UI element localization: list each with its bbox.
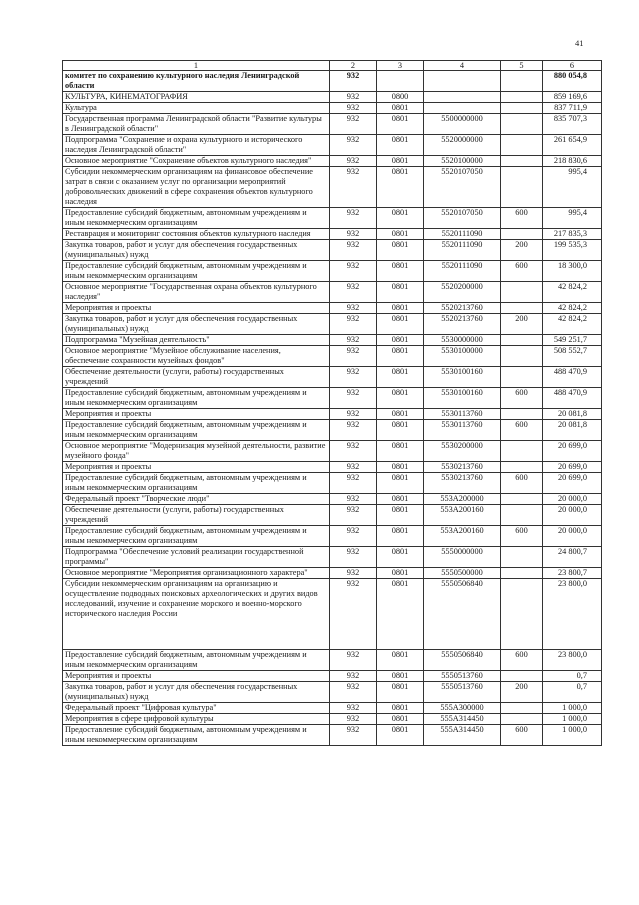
row-target-cell: 5520107050	[424, 167, 501, 208]
row-name-cell: Подпрограмма "Сохранение и охрана культурного и исторического наследия Ленинградской области"	[63, 135, 330, 156]
table-row	[63, 682, 602, 703]
row-code-cell: 932	[330, 703, 377, 714]
row-amount-cell: 20 699,0	[543, 441, 602, 462]
row-name-cell: Мероприятия и проекты	[63, 409, 330, 420]
row-name-cell: Основное мероприятие "Мероприятия организационного характера"	[63, 568, 330, 579]
row-amount-cell: 835 707,3	[543, 114, 602, 135]
row-target-cell: 5530000000	[424, 335, 501, 346]
row-target-cell	[424, 103, 501, 114]
row-target-cell: 5550000000	[424, 547, 501, 568]
row-section-cell: 0801	[377, 156, 424, 167]
row-amount-cell: 995,4	[543, 208, 602, 229]
row-type-cell: 600	[501, 473, 543, 494]
row-amount-cell: 42 824,2	[543, 282, 602, 303]
row-amount-cell: 1 000,0	[543, 703, 602, 714]
row-type-cell: 200	[501, 682, 543, 703]
row-type-cell	[501, 579, 543, 650]
table-row	[63, 303, 602, 314]
row-code-cell: 932	[330, 462, 377, 473]
row-target-cell: 555A300000	[424, 703, 501, 714]
row-amount-cell: 42 824,2	[543, 303, 602, 314]
row-name-cell: Основное мероприятие "Государственная охрана объектов культурного наследия"	[63, 282, 330, 303]
row-target-cell: 5550500000	[424, 568, 501, 579]
row-type-cell	[501, 714, 543, 725]
row-amount-cell: 0,7	[543, 671, 602, 682]
row-type-cell	[501, 282, 543, 303]
table-row	[63, 409, 602, 420]
row-type-cell	[501, 505, 543, 526]
row-section-cell: 0801	[377, 388, 424, 409]
row-section-cell: 0801	[377, 367, 424, 388]
row-code-cell: 932	[330, 167, 377, 208]
header-cell: 4	[424, 61, 501, 71]
row-amount-cell: 488 470,9	[543, 367, 602, 388]
row-name-cell: Культура	[63, 103, 330, 114]
table-row	[63, 261, 602, 282]
row-type-cell	[501, 103, 543, 114]
row-type-cell	[501, 167, 543, 208]
row-amount-cell: 837 711,9	[543, 103, 602, 114]
row-target-cell: 5530213760	[424, 473, 501, 494]
row-name-cell: Подпрограмма "Музейная деятельность"	[63, 335, 330, 346]
row-type-cell	[501, 114, 543, 135]
row-amount-cell: 23 800,7	[543, 568, 602, 579]
row-section-cell: 0801	[377, 714, 424, 725]
row-code-cell: 932	[330, 346, 377, 367]
row-section-cell: 0801	[377, 303, 424, 314]
row-target-cell: 5520111090	[424, 229, 501, 240]
row-target-cell	[424, 71, 501, 92]
row-amount-cell: 1 000,0	[543, 725, 602, 746]
row-code-cell: 932	[330, 335, 377, 346]
row-name-cell: Мероприятия и проекты	[63, 303, 330, 314]
header-cell: 2	[330, 61, 377, 71]
row-section-cell: 0801	[377, 441, 424, 462]
row-code-cell: 932	[330, 303, 377, 314]
row-amount-cell: 42 824,2	[543, 314, 602, 335]
row-section-cell: 0801	[377, 420, 424, 441]
row-section-cell: 0801	[377, 208, 424, 229]
row-type-cell: 200	[501, 240, 543, 261]
row-name-cell: Предоставление субсидий бюджетным, автономным учреждениям и иным некоммерческим организациям	[63, 420, 330, 441]
row-code-cell: 932	[330, 156, 377, 167]
row-type-cell	[501, 671, 543, 682]
row-target-cell: 5520000000	[424, 135, 501, 156]
row-name-cell: Субсидии некоммерческим организациям на финансовое обеспечение затрат в связи с оказанием услуг по организации мероприятий добровольческих движений в сфере сохранения объектов культурного наследия	[63, 167, 330, 208]
row-name-cell: Предоставление субсидий бюджетным, автономным учреждениям и иным некоммерческим организациям	[63, 261, 330, 282]
row-section-cell: 0801	[377, 579, 424, 650]
row-type-cell	[501, 335, 543, 346]
row-type-cell	[501, 462, 543, 473]
row-type-cell	[501, 703, 543, 714]
table-row	[63, 473, 602, 494]
row-code-cell: 932	[330, 526, 377, 547]
row-amount-cell: 23 800,0	[543, 650, 602, 671]
row-code-cell: 932	[330, 229, 377, 240]
table-row	[63, 156, 602, 167]
row-amount-cell: 20 699,0	[543, 473, 602, 494]
row-target-cell: 553A200160	[424, 526, 501, 547]
row-code-cell: 932	[330, 579, 377, 650]
row-section-cell: 0801	[377, 494, 424, 505]
row-type-cell: 600	[501, 261, 543, 282]
row-amount-cell: 261 654,9	[543, 135, 602, 156]
row-section-cell: 0801	[377, 568, 424, 579]
row-section-cell	[377, 71, 424, 92]
row-name-cell: Закупка товаров, работ и услуг для обеспечения государственных (муниципальных) нужд	[63, 682, 330, 703]
row-target-cell: 5550506840	[424, 579, 501, 650]
table-row	[63, 167, 602, 208]
table-row	[63, 671, 602, 682]
budget-table	[62, 60, 602, 746]
row-section-cell: 0801	[377, 526, 424, 547]
row-name-cell: Мероприятия и проекты	[63, 671, 330, 682]
row-code-cell: 932	[330, 367, 377, 388]
row-amount-cell: 549 251,7	[543, 335, 602, 346]
row-amount-cell: 20 081,8	[543, 420, 602, 441]
table-row	[63, 568, 602, 579]
row-name-cell: Обеспечение деятельности (услуги, работы) государственных учреждений	[63, 367, 330, 388]
row-amount-cell: 20 000,0	[543, 526, 602, 547]
header-cell: 3	[377, 61, 424, 71]
table-row	[63, 526, 602, 547]
row-name-cell: Федеральный проект "Цифровая культура"	[63, 703, 330, 714]
row-code-cell: 932	[330, 282, 377, 303]
row-amount-cell: 880 054,8	[543, 71, 602, 92]
row-section-cell: 0801	[377, 314, 424, 335]
row-type-cell: 600	[501, 208, 543, 229]
row-amount-cell: 508 552,7	[543, 346, 602, 367]
row-code-cell: 932	[330, 473, 377, 494]
row-target-cell: 5520107050	[424, 208, 501, 229]
row-amount-cell: 20 081,8	[543, 409, 602, 420]
row-name-cell: комитет по сохранению культурного наследия Ленинградской области	[63, 71, 330, 92]
row-name-cell: Предоставление субсидий бюджетным, автономным учреждениям и иным некоммерческим организациям	[63, 526, 330, 547]
row-section-cell: 0801	[377, 682, 424, 703]
row-target-cell: 5520200000	[424, 282, 501, 303]
row-target-cell	[424, 92, 501, 103]
row-target-cell: 5530100160	[424, 367, 501, 388]
row-name-cell: Мероприятия в сфере цифровой культуры	[63, 714, 330, 725]
row-amount-cell: 20 000,0	[543, 505, 602, 526]
row-section-cell: 0801	[377, 229, 424, 240]
row-code-cell: 932	[330, 208, 377, 229]
row-code-cell: 932	[330, 261, 377, 282]
row-type-cell	[501, 135, 543, 156]
table-row	[63, 462, 602, 473]
row-amount-cell: 1 000,0	[543, 714, 602, 725]
row-target-cell: 555A314450	[424, 714, 501, 725]
row-code-cell: 932	[330, 547, 377, 568]
table-row	[63, 103, 602, 114]
row-name-cell: Предоставление субсидий бюджетным, автономным учреждениям и иным некоммерческим организациям	[63, 650, 330, 671]
table-row	[63, 703, 602, 714]
row-name-cell: Мероприятия и проекты	[63, 462, 330, 473]
row-code-cell: 932	[330, 92, 377, 103]
row-type-cell: 200	[501, 314, 543, 335]
row-type-cell	[501, 441, 543, 462]
row-type-cell	[501, 568, 543, 579]
row-code-cell: 932	[330, 114, 377, 135]
row-target-cell: 5520213760	[424, 314, 501, 335]
table-row	[63, 725, 602, 746]
row-amount-cell: 218 830,6	[543, 156, 602, 167]
row-target-cell: 5520100000	[424, 156, 501, 167]
row-section-cell: 0801	[377, 703, 424, 714]
row-section-cell: 0800	[377, 92, 424, 103]
row-name-cell: КУЛЬТУРА, КИНЕМАТОГРАФИЯ	[63, 92, 330, 103]
row-type-cell	[501, 346, 543, 367]
row-name-cell: Субсидии некоммерческим организациям на организацию и осуществление подводных поисковых археологических и других видов исследований, изучение и сохранение морского и военно-морского исторического наследия России	[63, 579, 330, 650]
row-name-cell: Предоставление субсидий бюджетным, автономным учреждениям и иным некоммерческим организациям	[63, 208, 330, 229]
row-code-cell: 932	[330, 725, 377, 746]
table-row	[63, 388, 602, 409]
row-type-cell	[501, 547, 543, 568]
table-row	[63, 367, 602, 388]
table-row	[63, 240, 602, 261]
row-amount-cell: 23 800,0	[543, 579, 602, 650]
row-code-cell: 932	[330, 135, 377, 156]
table-row	[63, 441, 602, 462]
row-code-cell: 932	[330, 103, 377, 114]
table-row	[63, 135, 602, 156]
row-type-cell: 600	[501, 388, 543, 409]
table-row	[63, 714, 602, 725]
row-code-cell: 932	[330, 388, 377, 409]
header-row	[63, 61, 602, 71]
row-target-cell: 5530100000	[424, 346, 501, 367]
row-name-cell: Обеспечение деятельности (услуги, работы) государственных учреждений	[63, 505, 330, 526]
table-row	[63, 650, 602, 671]
row-section-cell: 0801	[377, 671, 424, 682]
row-section-cell: 0801	[377, 725, 424, 746]
row-type-cell	[501, 92, 543, 103]
row-code-cell: 932	[330, 71, 377, 92]
table-row	[63, 579, 602, 650]
table-row	[63, 335, 602, 346]
row-section-cell: 0801	[377, 650, 424, 671]
row-type-cell	[501, 303, 543, 314]
header-cell: 1	[63, 61, 330, 71]
row-name-cell: Предоставление субсидий бюджетным, автономным учреждениям и иным некоммерческим организациям	[63, 473, 330, 494]
row-section-cell: 0801	[377, 282, 424, 303]
row-name-cell: Основное мероприятие "Сохранение объектов культурного наследия"	[63, 156, 330, 167]
row-type-cell	[501, 156, 543, 167]
row-code-cell: 932	[330, 441, 377, 462]
row-type-cell	[501, 367, 543, 388]
row-name-cell: Закупка товаров, работ и услуг для обеспечения государственных (муниципальных) нужд	[63, 240, 330, 261]
row-section-cell: 0801	[377, 335, 424, 346]
table-row	[63, 494, 602, 505]
row-amount-cell: 199 535,3	[543, 240, 602, 261]
table-row	[63, 420, 602, 441]
row-section-cell: 0801	[377, 114, 424, 135]
table-row	[63, 314, 602, 335]
row-target-cell: 555A314450	[424, 725, 501, 746]
row-code-cell: 932	[330, 671, 377, 682]
row-target-cell: 5530113760	[424, 420, 501, 441]
row-name-cell: Основное мероприятие "Модернизация музейной деятельности, развитие музейного фонда"	[63, 441, 330, 462]
row-amount-cell: 0,7	[543, 682, 602, 703]
row-section-cell: 0801	[377, 473, 424, 494]
row-code-cell: 932	[330, 240, 377, 261]
row-amount-cell: 24 800,7	[543, 547, 602, 568]
row-name-cell: Федеральный проект "Творческие люди"	[63, 494, 330, 505]
table-row	[63, 229, 602, 240]
row-name-cell: Закупка товаров, работ и услуг для обеспечения государственных (муниципальных) нужд	[63, 314, 330, 335]
row-name-cell: Реставрация и мониторинг состояния объектов культурного наследия	[63, 229, 330, 240]
table-row	[63, 547, 602, 568]
row-code-cell: 932	[330, 409, 377, 420]
row-type-cell: 600	[501, 420, 543, 441]
row-section-cell: 0801	[377, 103, 424, 114]
row-name-cell: Предоставление субсидий бюджетным, автономным учреждениям и иным некоммерческим организациям	[63, 725, 330, 746]
row-code-cell: 932	[330, 714, 377, 725]
row-name-cell: Государственная программа Ленинградской области "Развитие культуры в Ленинградской области"	[63, 114, 330, 135]
row-type-cell	[501, 494, 543, 505]
table-row	[63, 208, 602, 229]
row-section-cell: 0801	[377, 261, 424, 282]
table-row	[63, 282, 602, 303]
row-target-cell: 5520111090	[424, 240, 501, 261]
row-name-cell: Предоставление субсидий бюджетным, автономным учреждениям и иным некоммерческим организациям	[63, 388, 330, 409]
header-cell: 6	[543, 61, 602, 71]
row-type-cell: 600	[501, 650, 543, 671]
row-type-cell	[501, 71, 543, 92]
row-section-cell: 0801	[377, 547, 424, 568]
row-section-cell: 0801	[377, 240, 424, 261]
row-section-cell: 0801	[377, 462, 424, 473]
row-type-cell: 600	[501, 725, 543, 746]
row-code-cell: 932	[330, 314, 377, 335]
table-row	[63, 505, 602, 526]
table-row	[63, 346, 602, 367]
row-section-cell: 0801	[377, 409, 424, 420]
row-target-cell: 5520111090	[424, 261, 501, 282]
row-target-cell: 5530113760	[424, 409, 501, 420]
row-target-cell: 5550513760	[424, 682, 501, 703]
row-target-cell: 5530100160	[424, 388, 501, 409]
row-name-cell: Основное мероприятие "Музейное обслуживание населения, обеспечение сохранности музейных фондов"	[63, 346, 330, 367]
row-section-cell: 0801	[377, 167, 424, 208]
row-target-cell: 553A200160	[424, 505, 501, 526]
page-number: 41	[575, 38, 584, 48]
row-target-cell: 5500000000	[424, 114, 501, 135]
row-amount-cell: 20 699,0	[543, 462, 602, 473]
row-code-cell: 932	[330, 682, 377, 703]
row-section-cell: 0801	[377, 505, 424, 526]
row-type-cell	[501, 409, 543, 420]
row-code-cell: 932	[330, 568, 377, 579]
table-row	[63, 71, 602, 92]
table-row	[63, 92, 602, 103]
row-target-cell: 5550506840	[424, 650, 501, 671]
row-amount-cell: 18 300,0	[543, 261, 602, 282]
row-section-cell: 0801	[377, 135, 424, 156]
row-code-cell: 932	[330, 494, 377, 505]
row-target-cell: 5530200000	[424, 441, 501, 462]
row-section-cell: 0801	[377, 346, 424, 367]
row-name-cell: Подпрограмма "Обеспечение условий реализации государственной программы"	[63, 547, 330, 568]
row-amount-cell: 488 470,9	[543, 388, 602, 409]
row-code-cell: 932	[330, 650, 377, 671]
row-amount-cell: 859 169,6	[543, 92, 602, 103]
table-row	[63, 114, 602, 135]
row-target-cell: 553A200000	[424, 494, 501, 505]
row-target-cell: 5530213760	[424, 462, 501, 473]
row-code-cell: 932	[330, 420, 377, 441]
row-amount-cell: 20 000,0	[543, 494, 602, 505]
row-type-cell	[501, 229, 543, 240]
row-amount-cell: 995,4	[543, 167, 602, 208]
row-type-cell: 600	[501, 526, 543, 547]
row-code-cell: 932	[330, 505, 377, 526]
row-target-cell: 5520213760	[424, 303, 501, 314]
header-cell: 5	[501, 61, 543, 71]
row-target-cell: 5550513760	[424, 671, 501, 682]
row-amount-cell: 217 835,3	[543, 229, 602, 240]
